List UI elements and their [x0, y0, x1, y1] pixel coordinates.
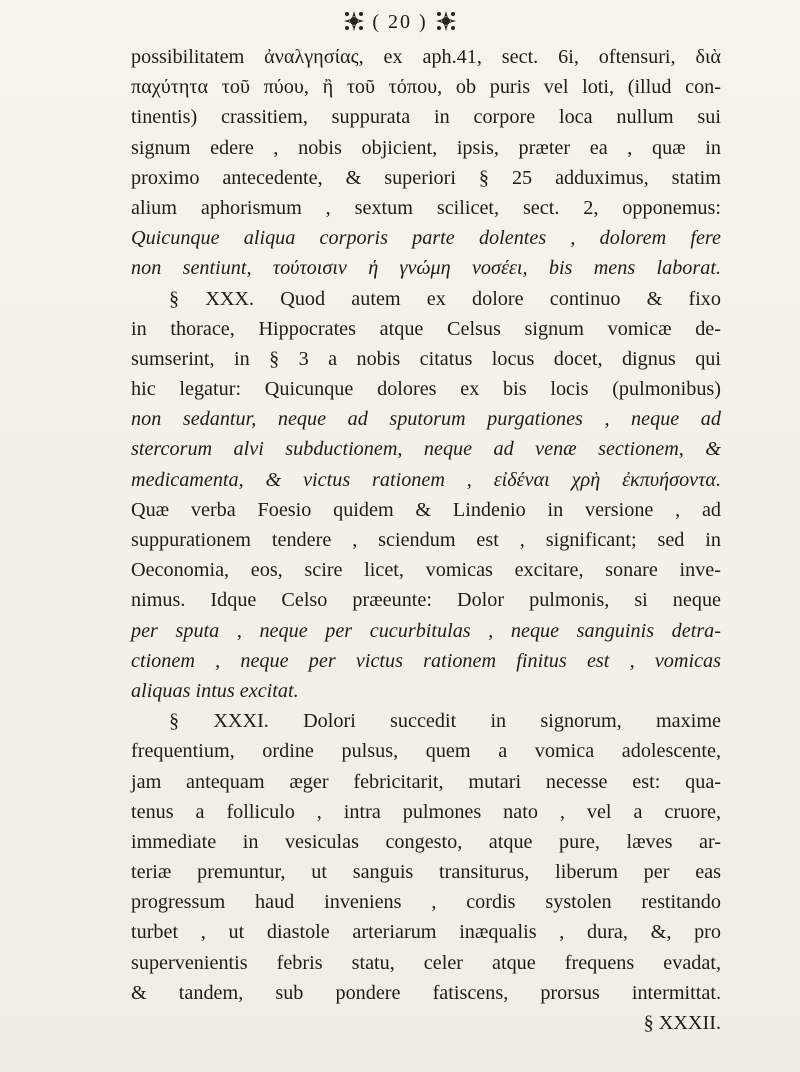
text-line: alium aphorismum , sextum scilicet, sect. 2, opponemus: — [131, 196, 721, 219]
text-line: ctionem , neque per victus rationem finitus est , vomicas — [131, 649, 721, 672]
text-line: suppurationem tendere , sciendum est , significant; sed in — [131, 529, 721, 551]
text-line: aliquas intus excitat. — [131, 679, 299, 702]
text-line: frequentium, ordine pulsus, quem a vomica adolescente, — [131, 740, 721, 763]
text-line: jam antequam æger febricitarit, mutari necesse est: qua- — [131, 770, 721, 793]
text-line: supervenientis febris statu, celer atque frequens evadat, — [131, 951, 721, 974]
catchword: § XXXII. — [643, 1012, 721, 1034]
text-line: immediate in vesiculas congesto, atque pure, læves ar- — [131, 830, 721, 853]
text-line: & tandem, sub pondere fatiscens, prorsus intermittat. — [131, 981, 721, 1004]
text-line: non sedantur, neque ad sputorum purgationes , neque ad — [131, 408, 721, 431]
section-heading-line: § XXXI. Dolori succedit in signorum, maxime — [169, 710, 721, 733]
text-line: non sentiunt, τούτοισιν ἡ γνώμη νοσέει, bis mens laborat. — [131, 257, 721, 280]
text-line: tenus a folliculo , intra pulmones nato , vel a cruore, — [131, 800, 721, 823]
ornament-left-icon — [343, 10, 365, 32]
text-line: tinentis) crassitiem, suppurata in corpore loca nullum sui — [131, 106, 721, 129]
text-line: hic legatur: Quicunque dolores ex bis locis (pulmonibus) — [131, 378, 721, 401]
section-heading-line: § XXX. Quod autem ex dolore continuo & fixo — [169, 287, 721, 310]
text-line: Quæ verba Foesio quidem & Lindenio in versione , ad — [131, 498, 721, 521]
text-line: in thorace, Hippocrates atque Celsus signum vomicæ de- — [131, 317, 721, 340]
text-line: signum edere , nobis objicient, ipsis, præter ea , quæ in — [131, 136, 721, 159]
text-line: παχύτητα τοῦ πύου, ἢ τοῦ τόπου, ob puris vel loti, (illud con- — [131, 76, 721, 99]
page-number: ( 20 ) — [372, 11, 428, 33]
text-line: teriæ premuntur, ut sanguis transiturus, liberum per eas — [131, 861, 721, 884]
text-line: sumserint, in § 3 a nobis citatus locus docet, dignus qui — [131, 347, 721, 370]
text-line: Quicunque aliqua corporis parte dolentes , dolorem fere — [131, 227, 721, 250]
text-line: medicamenta, & victus rationem , εἰδέναι χρὴ ἐκπυήσοντα. — [131, 468, 721, 491]
page-header — [0, 10, 800, 34]
text-line: per sputa , neque per cucurbitulas , neque sanguinis detra- — [131, 619, 721, 642]
text-line: Oeconomia, eos, scire licet, vomicas excitare, sonare inve- — [131, 559, 721, 582]
text-line: turbet , ut diastole arteriarum inæqualis , dura, &, pro — [131, 921, 721, 944]
text-line: proximo antecedente, & superiori § 25 adduximus, statim — [131, 166, 721, 189]
text-line: progressum haud inveniens , cordis systolen restitando — [131, 891, 721, 914]
text-line: possibilitatem ἀναλγησίας, ex aph.41, sect. 6i, oftensuri, διὰ — [131, 46, 721, 68]
ornament-right-icon — [435, 10, 457, 32]
text-line: nimus. Idque Celso præeunte: Dolor pulmonis, si neque — [131, 589, 721, 612]
text-line: stercorum alvi subductionem, neque ad venæ sectionem, & — [131, 438, 721, 461]
body-text — [131, 42, 721, 1038]
